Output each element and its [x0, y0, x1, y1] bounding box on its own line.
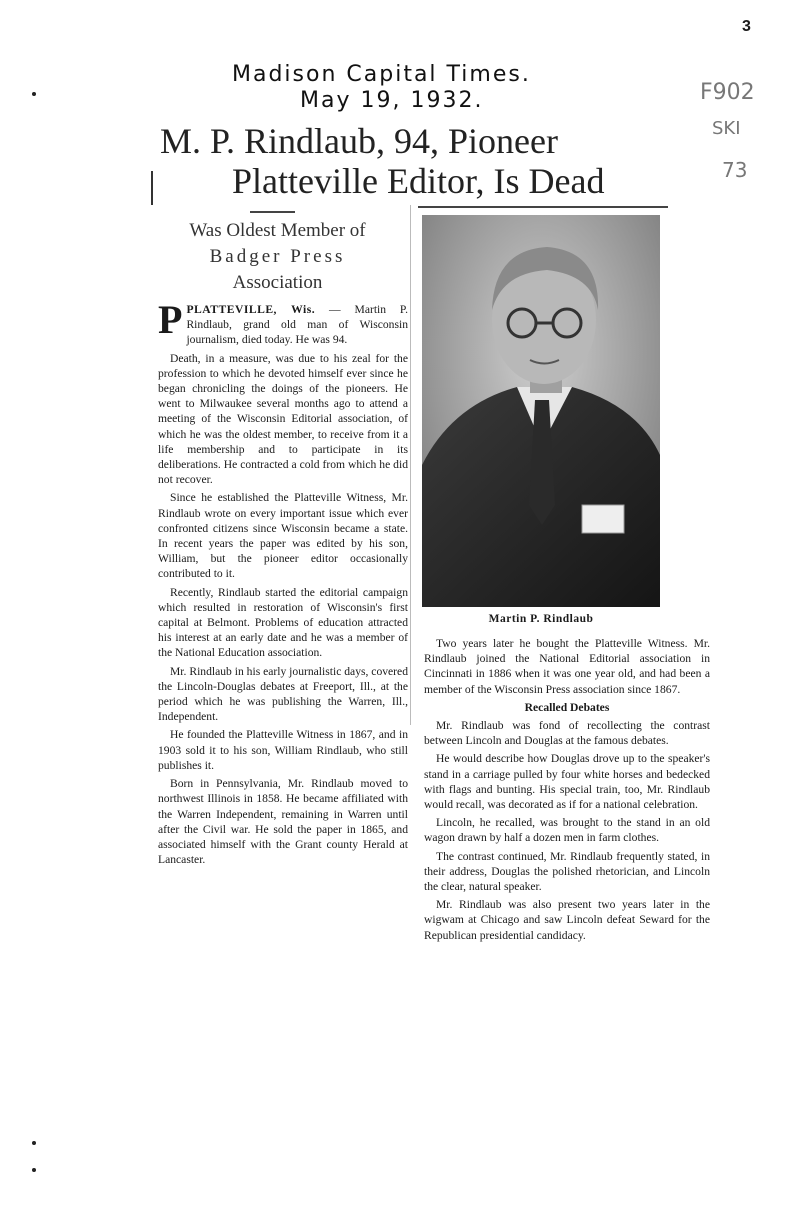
binder-mark	[32, 92, 36, 96]
rule-photo	[418, 206, 668, 208]
binder-mark	[32, 1141, 36, 1145]
handwritten-date: May 19, 1932.	[300, 88, 484, 113]
subheadline-line-2: Badger Press	[209, 246, 346, 267]
portrait-photo	[422, 215, 660, 607]
drop-cap: P	[158, 297, 183, 342]
headline-margin-bar	[151, 171, 153, 205]
article-paragraph: Lincoln, he recalled, was brought to the stand in an old wagon drawn by half a dozen men in farm clothes.	[424, 816, 710, 845]
photo-caption: Martin P. Rindlaub	[488, 613, 594, 625]
column-divider	[410, 205, 411, 725]
article-paragraph: Mr. Rindlaub was also present two years later in the wigwam at Chicago and saw Lincoln defeat Seward for the Republican presidential candidacy.	[424, 898, 710, 942]
article-paragraph: Mr. Rindlaub in his early journalistic days, covered the Lincoln-Douglas debates at Freeport, Ill., at the period which he was publishing the Warren, Ill., Independent.	[158, 664, 408, 724]
subheadline	[145, 218, 410, 296]
margin-note-1: F902	[700, 80, 755, 105]
article-paragraph: Death, in a measure, was due to his zeal for the profession to which he devoted himself ever since he began chronicling the doings of the pioneers. He went to Milwaukee several months ago to attend a meeting of the Wisconsin Editorial association, of which he was the oldest member, to receive from it a life membership and to participate in its deliberations. He contracted a cold from which he did not recover.	[158, 351, 408, 487]
article-paragraph: He founded the Platteville Witness in 1867, and in 1903 sold it to his son, William Rindlaub, who still publishes it.	[158, 728, 408, 772]
article-paragraph: Mr. Rindlaub was fond of recollecting the contrast between Lincoln and Douglas at the famous debates.	[424, 719, 710, 748]
dateline: PLATTEVILLE, Wis.	[186, 303, 316, 316]
page-number: 3	[742, 18, 751, 35]
lead-text: — Martin P. Rindlaub, grand old man of Wisconsin journalism, died today. He was 94.	[186, 303, 408, 347]
margin-note-3: 73	[722, 158, 748, 182]
handwritten-source: Madison Capital Times.	[232, 62, 531, 87]
headline-line-2: Platteville Editor, Is Dead	[232, 161, 605, 201]
subheadline-line-1: Was Oldest Member of	[189, 220, 366, 241]
article-paragraph: Two years later he bought the Platteville Witness. Mr. Rindlaub joined the National Editorial association in Cincinnati in 1886 when it was one year old, and had been a member of the Wisconsin Press association since 1867.	[424, 637, 710, 696]
article-right-column	[424, 636, 710, 946]
binder-mark	[32, 1168, 36, 1172]
article-paragraph: Recently, Rindlaub started the editorial campaign which resulted in restoration of Wisconsin's first capital at Belmont. Problems of education attracted his interest at an early date and he was a member of the National Education association.	[158, 585, 408, 660]
margin-note-2: SKI	[712, 118, 741, 139]
section-heading: Recalled Debates	[524, 700, 610, 714]
lead-paragraph	[158, 297, 408, 348]
article-paragraph: Born in Pennsylvania, Mr. Rindlaub moved to northwest Illinois in 1858. He became affiliated with the Warren Independent, remaining in Warren until after the Civil war. He sold the paper in 1865, and associated himself with the Grant county Herald at Lancaster.	[158, 777, 408, 867]
rule-subhead	[250, 211, 295, 213]
article-paragraph: Since he established the Platteville Witness, Mr. Rindlaub wrote on every important issue which ever confronted citizens since Wisconsin became a state. In recent years the paper was edited by his son, William, but the pioneer editor occasionally contributed to it.	[158, 491, 408, 581]
article-paragraph: He would describe how Douglas drove up to the speaker's stand in a carriage pulled by four white horses and bedecked with flags and bunting. His special train, too, Mr. Rindlaub would recall, was decorated as if for a national celebration.	[424, 752, 710, 812]
subheadline-line-3: Association	[232, 272, 323, 293]
headline-line-1: M. P. Rindlaub, 94, Pioneer	[160, 121, 559, 161]
article-paragraph: The contrast continued, Mr. Rindlaub frequently stated, in their address, Douglas the polished rhetorician, and Lincoln the clear, natural speaker.	[424, 849, 710, 894]
article-left-column	[158, 297, 408, 870]
